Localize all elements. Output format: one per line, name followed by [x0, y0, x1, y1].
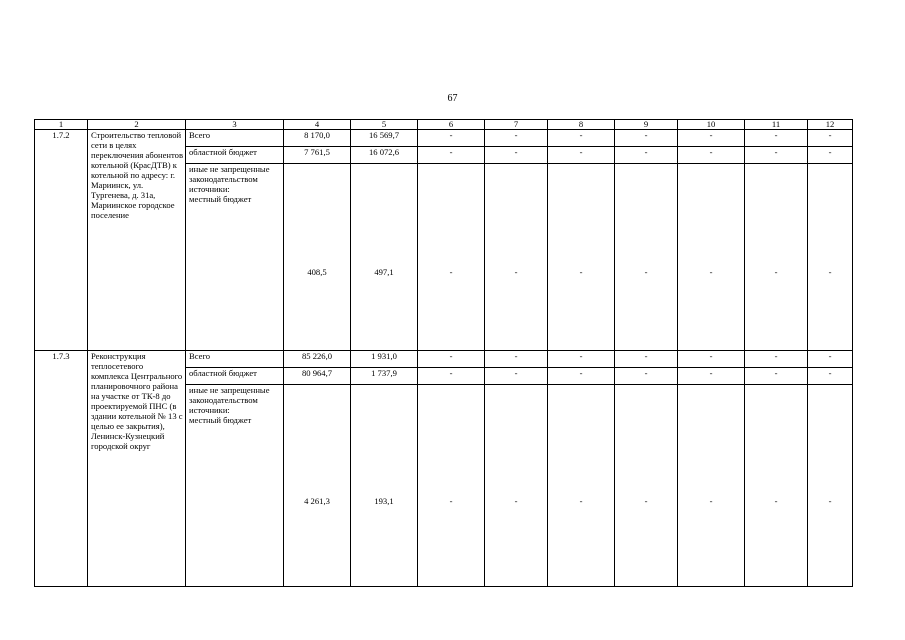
value-col-5: 193,1 [351, 385, 418, 587]
value-col-4: 85 226,0 [284, 351, 351, 368]
value-col-5: 16 569,7 [351, 130, 418, 147]
value-col-6: - [418, 351, 485, 368]
value-col-6: - [418, 164, 485, 351]
column-number: 9 [615, 120, 678, 130]
value-col-6: - [418, 130, 485, 147]
value-col-10: - [678, 368, 745, 385]
funding-source [186, 147, 284, 164]
value-col-8: - [548, 351, 615, 368]
column-number: 8 [548, 120, 615, 130]
value-col-4: 7 761,5 [284, 147, 351, 164]
value-col-12: - [808, 130, 853, 147]
value-col-12: - [808, 368, 853, 385]
value-col-4: 80 964,7 [284, 368, 351, 385]
column-number: 2 [88, 120, 186, 130]
value-col-5: 497,1 [351, 164, 418, 351]
column-number: 6 [418, 120, 485, 130]
value-col-12: - [808, 147, 853, 164]
value-col-8: - [548, 130, 615, 147]
funding-source-label: местный бюджет [189, 415, 252, 425]
column-number: 10 [678, 120, 745, 130]
value-col-5: 1 931,0 [351, 351, 418, 368]
table-row [35, 130, 853, 147]
column-number: 7 [485, 120, 548, 130]
value-col-6: - [418, 385, 485, 587]
table-row [35, 351, 853, 368]
item-name: Реконструкция теплосетевого комплекса Центрального планировочного района на участке от ТК-8 до проектируемой ПНС (в здании котельной № 13 с целью ее закрытия), Ленинск-Кузнецкий городской округ [88, 351, 186, 587]
column-number: 12 [808, 120, 853, 130]
item-name: Строительство тепловой сети в целях переключения абонентов котельной (КрасДТВ) к котельной по адресу: г. Мариинск, ул. Тургенева, д. 31а, Мариинское городское поселение [88, 130, 186, 351]
value-col-9: - [615, 130, 678, 147]
page-number: 67 [447, 93, 458, 104]
funding-source-note: иные не запрещенные законодательством источники: [189, 385, 270, 415]
value-col-10: - [678, 164, 745, 351]
value-col-11: - [745, 351, 808, 368]
funding-source [186, 368, 284, 385]
column-number: 5 [351, 120, 418, 130]
funding-source-label: местный бюджет [189, 194, 252, 204]
value-col-4: 408,5 [284, 164, 351, 351]
value-col-9: - [615, 164, 678, 351]
value-col-5: 16 072,6 [351, 147, 418, 164]
value-col-6: - [418, 147, 485, 164]
value-col-7: - [485, 147, 548, 164]
value-col-12: - [808, 351, 853, 368]
value-col-11: - [745, 385, 808, 587]
value-col-7: - [485, 130, 548, 147]
funding-source-label: областной бюджет [189, 147, 257, 157]
value-col-9: - [615, 147, 678, 164]
value-col-9: - [615, 368, 678, 385]
value-col-10: - [678, 130, 745, 147]
funding-source [186, 164, 284, 351]
value-col-11: - [745, 147, 808, 164]
funding-source-label: областной бюджет [189, 368, 257, 378]
value-col-4: 8 170,0 [284, 130, 351, 147]
item-number: 1.7.2 [35, 130, 88, 351]
funding-source [186, 130, 284, 147]
value-col-12: - [808, 164, 853, 351]
column-number-row [35, 120, 853, 130]
value-col-11: - [745, 164, 808, 351]
value-col-9: - [615, 351, 678, 368]
value-col-7: - [485, 385, 548, 587]
value-col-9: - [615, 385, 678, 587]
value-col-6: - [418, 368, 485, 385]
funding-source-label: Всего [189, 130, 211, 140]
value-col-8: - [548, 385, 615, 587]
value-col-4: 4 261,3 [284, 385, 351, 587]
item-number: 1.7.3 [35, 351, 88, 587]
value-col-10: - [678, 385, 745, 587]
value-col-5: 1 737,9 [351, 368, 418, 385]
column-number: 11 [745, 120, 808, 130]
funding-source-note: иные не запрещенные законодательством источники: [189, 164, 270, 194]
value-col-7: - [485, 351, 548, 368]
value-col-7: - [485, 164, 548, 351]
funding-source [186, 385, 284, 587]
value-col-12: - [808, 385, 853, 587]
value-col-11: - [745, 368, 808, 385]
funding-source-label: Всего [189, 351, 211, 361]
value-col-10: - [678, 351, 745, 368]
budget-table [34, 119, 853, 587]
value-col-7: - [485, 368, 548, 385]
value-col-11: - [745, 130, 808, 147]
column-number: 4 [284, 120, 351, 130]
value-col-8: - [548, 164, 615, 351]
value-col-8: - [548, 147, 615, 164]
column-number: 3 [186, 120, 284, 130]
column-number: 1 [35, 120, 88, 130]
value-col-8: - [548, 368, 615, 385]
value-col-10: - [678, 147, 745, 164]
funding-source [186, 351, 284, 368]
